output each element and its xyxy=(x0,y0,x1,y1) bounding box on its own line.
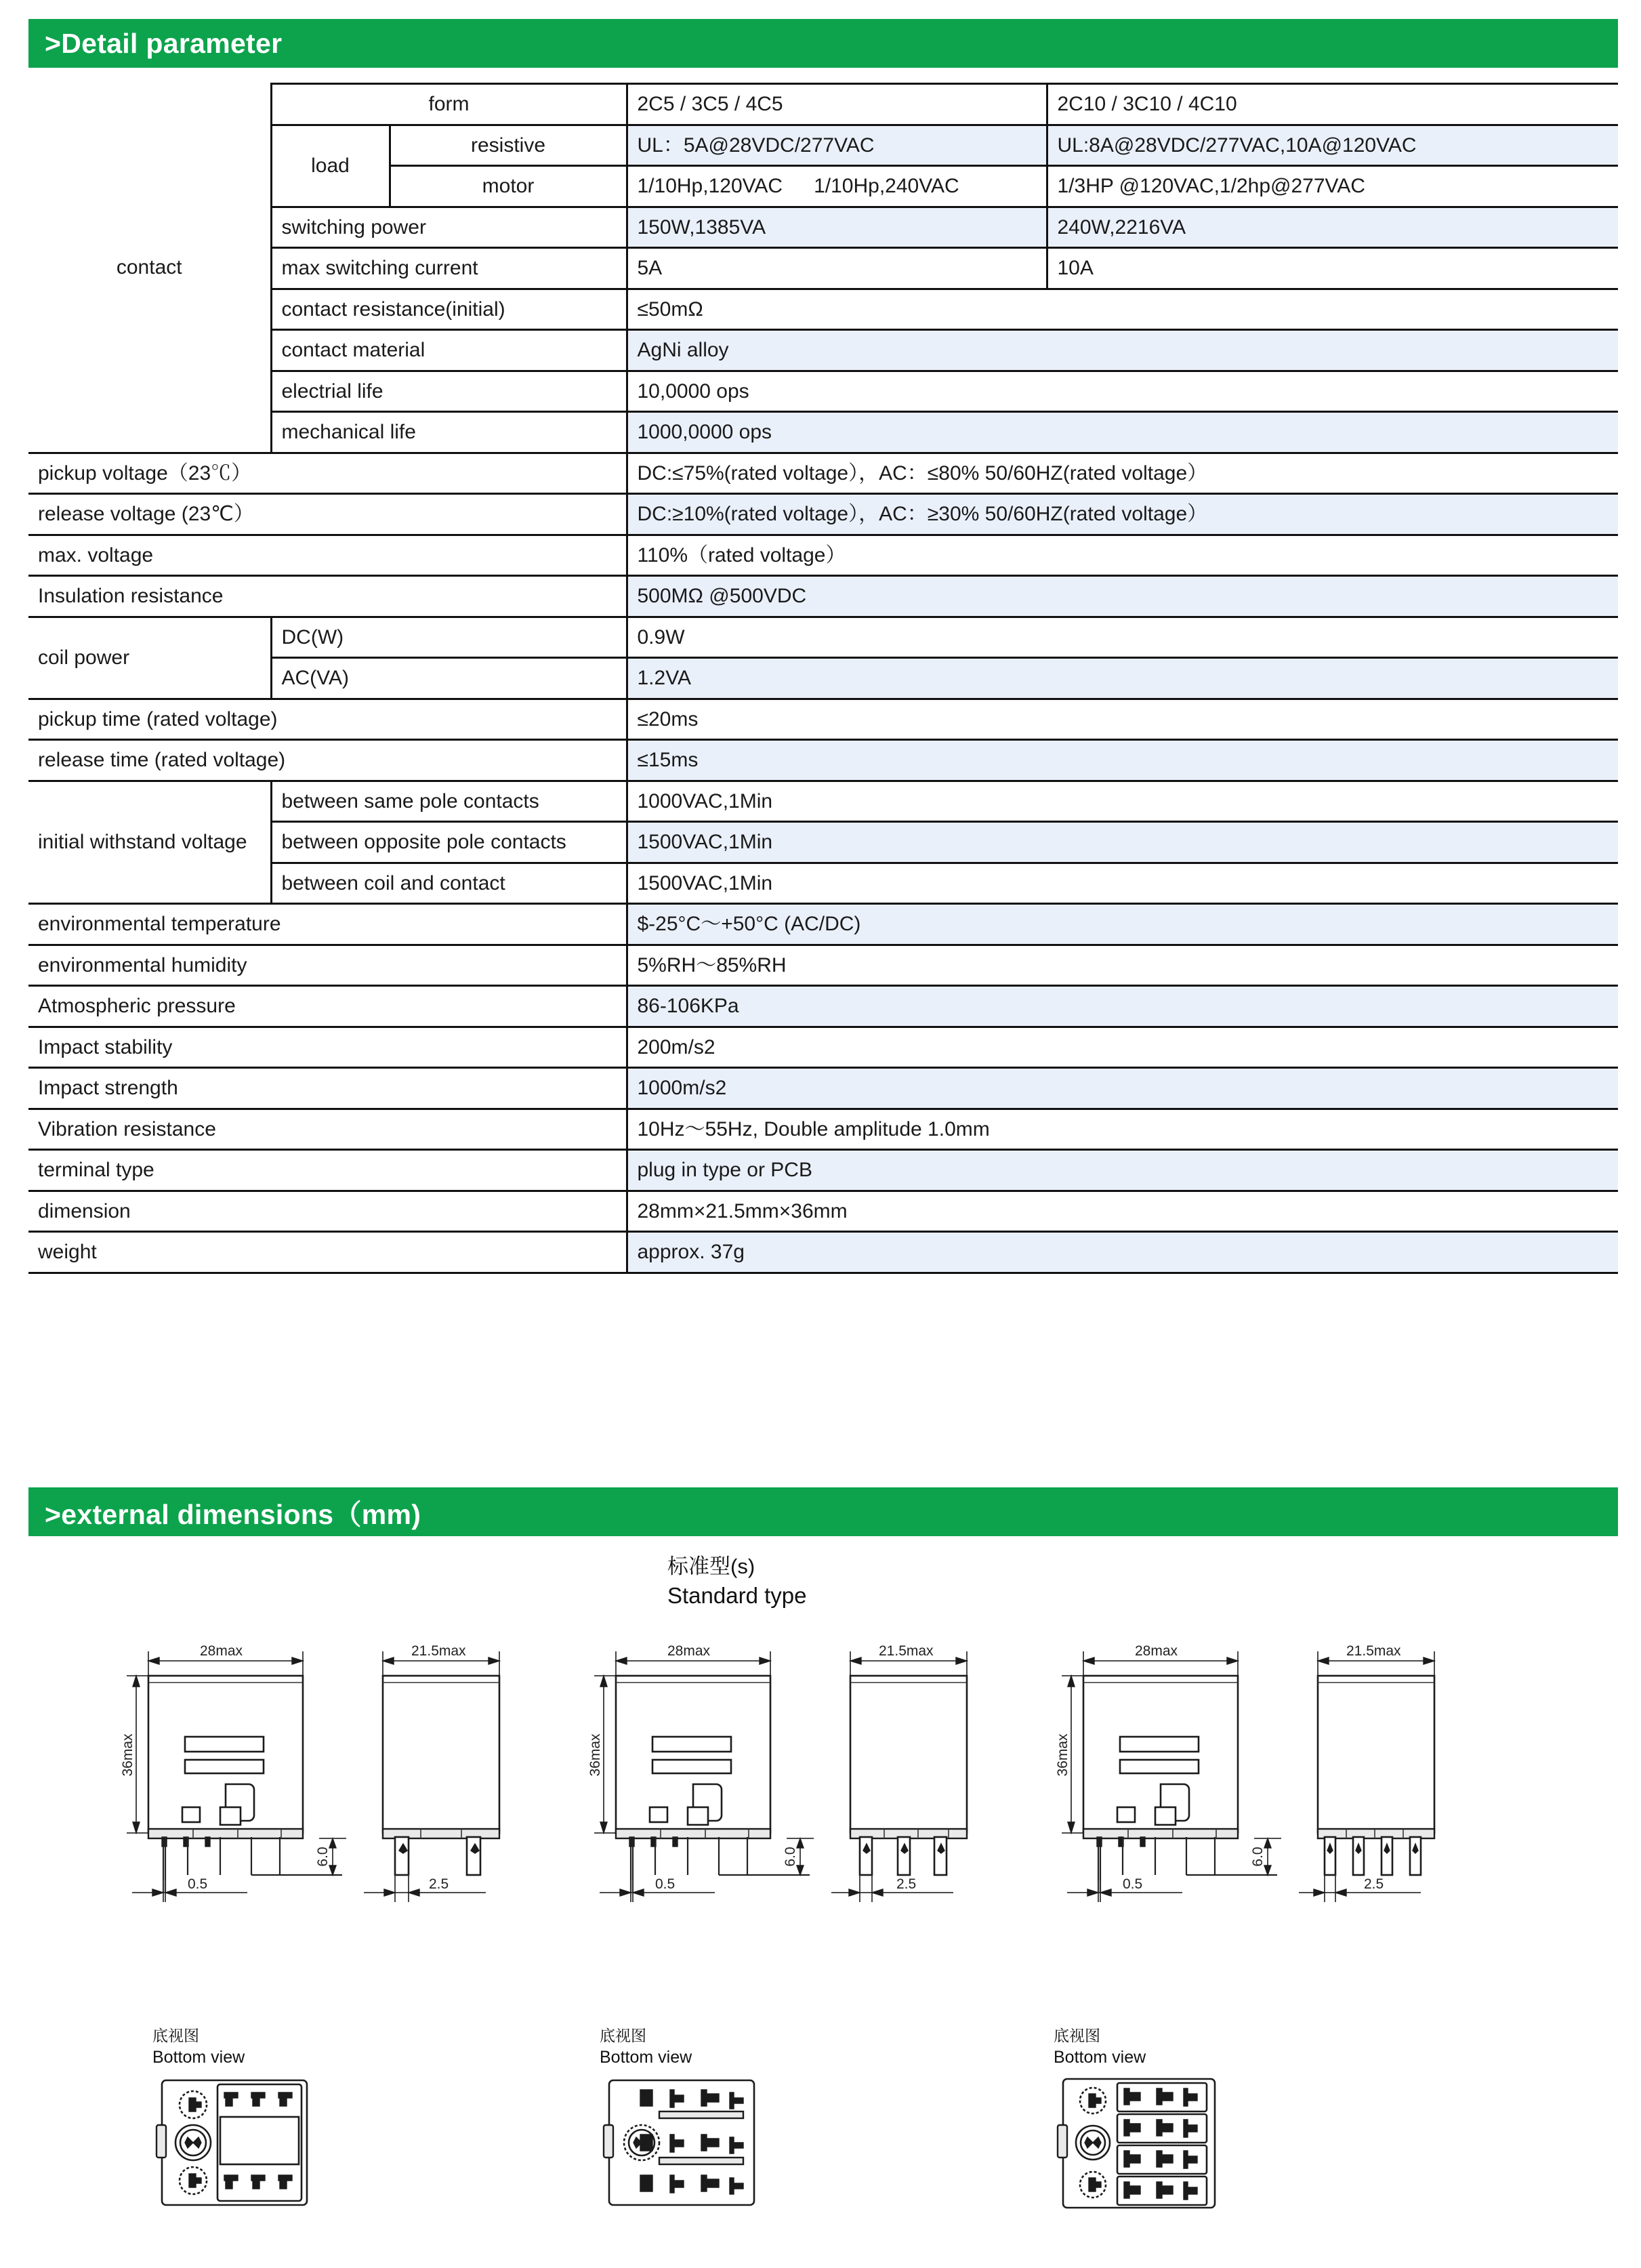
row-value-coil-power-dc: 0.9W xyxy=(627,617,1618,658)
row-value-env-temperature: $-25°C～+50°C (AC/DC) xyxy=(627,904,1618,945)
bottom-view-caption-en-1: Bottom view xyxy=(152,2047,245,2067)
dim-label-height-1: 36max xyxy=(120,1733,136,1777)
table-row xyxy=(28,535,1618,576)
row-value-coil-power-ac: 1.2VA xyxy=(627,658,1618,699)
row-label: motor xyxy=(390,166,627,207)
group-label-load: load xyxy=(271,125,390,207)
bottom-view-caption-1 xyxy=(152,2026,437,2068)
table-row xyxy=(28,617,1618,658)
row-value-max-current-5a: 5A xyxy=(627,248,1047,289)
dim-label-pin-width-3: 2.5 xyxy=(1364,1876,1384,1892)
row-label: mechanical life xyxy=(271,412,627,453)
row-label: between same pole contacts xyxy=(271,781,627,822)
row-label: release voltage (23℃） xyxy=(28,494,627,535)
row-value-motor-10a: 1/3HP @120VAC,1/2hp@277VAC xyxy=(1047,166,1618,207)
row-label: resistive xyxy=(390,125,627,166)
table-row xyxy=(28,1068,1618,1109)
row-value-electrical-life: 10,0000 ops xyxy=(627,371,1618,412)
dim-label-pin-height-2: 6.0 xyxy=(783,1847,798,1867)
row-value-contact-material: AgNi alloy xyxy=(627,330,1618,371)
row-label: pickup voltage（23℃） xyxy=(28,453,627,494)
section-title-detail-parameter: >Detail parameter xyxy=(45,27,283,59)
bottom-view-caption-cn-3: 底视图 xyxy=(1054,2027,1100,2044)
row-label: environmental humidity xyxy=(28,945,627,986)
table-row xyxy=(28,986,1618,1027)
row-label: Insulation resistance xyxy=(28,576,627,617)
group-label-coil-power: coil power xyxy=(28,617,271,699)
row-value-contact-resistance: ≤50mΩ xyxy=(627,289,1618,330)
drawing-group-2-pole xyxy=(112,1636,627,2016)
table-row xyxy=(28,1232,1618,1273)
table-row xyxy=(28,945,1618,986)
row-value-atmospheric-pressure: 86-106KPa xyxy=(627,986,1618,1027)
row-label: weight xyxy=(28,1232,627,1273)
dim-label-pin-width-2: 2.5 xyxy=(896,1876,917,1892)
dim-label-width-3: 28max xyxy=(1135,1643,1178,1659)
bottom-view-caption-cn-2: 底视图 xyxy=(600,2027,646,2044)
row-label: Atmospheric pressure xyxy=(28,986,627,1027)
row-value-terminal-type: plug in type or PCB xyxy=(627,1150,1618,1191)
dim-label-depth-3: 21.5max xyxy=(1346,1643,1401,1659)
table-row xyxy=(28,1109,1618,1150)
row-label: release time (rated voltage) xyxy=(28,740,627,781)
table-row xyxy=(28,1150,1618,1191)
row-label: AC(VA) xyxy=(271,658,627,699)
motor-val-120: 1/10Hp,120VAC xyxy=(637,175,783,197)
bottom-view-caption-cn-1: 底视图 xyxy=(152,2027,199,2044)
dim-label-pin-width-1: 2.5 xyxy=(429,1876,449,1892)
group-label-initial-withstand-voltage: initial withstand voltage xyxy=(28,781,271,904)
drawing-group-4-pole xyxy=(1047,1636,1562,2016)
row-label: contact material xyxy=(271,330,627,371)
row-label: electrial life xyxy=(271,371,627,412)
table-row xyxy=(28,1027,1618,1068)
group-label-contact: contact xyxy=(28,84,271,453)
dim-label-pin-height-3: 6.0 xyxy=(1250,1847,1266,1867)
row-label: pickup time (rated voltage) xyxy=(28,699,627,740)
row-label: dimension xyxy=(28,1191,627,1232)
row-value-release-voltage: DC:≥10%(rated voltage），AC：≥30% 50/60HZ(rated voltage） xyxy=(627,494,1618,535)
row-value-vibration-resistance: 10Hz～55Hz, Double amplitude 1.0mm xyxy=(627,1109,1618,1150)
row-value-resistive-10a: UL:8A@28VDC/277VAC,10A@120VAC xyxy=(1047,125,1618,166)
standard-type-caption-en: Standard type xyxy=(667,1582,807,1608)
row-value-motor-5a xyxy=(627,166,1047,207)
table-row xyxy=(28,699,1618,740)
row-value-impact-strength: 1000m/s2 xyxy=(627,1068,1618,1109)
bottom-view-caption-2 xyxy=(600,2026,884,2068)
row-label: environmental temperature xyxy=(28,904,627,945)
table-row xyxy=(28,1191,1618,1232)
dim-label-pin-thickness-2: 0.5 xyxy=(655,1876,676,1892)
table-row xyxy=(28,84,1618,125)
bottom-view-diagram-2 xyxy=(600,2072,769,2214)
row-label: DC(W) xyxy=(271,617,627,658)
row-value-mechanical-life: 1000,0000 ops xyxy=(627,412,1618,453)
row-value-switching-power-10a: 240W,2216VA xyxy=(1047,207,1618,248)
standard-type-caption xyxy=(667,1553,806,1610)
dim-label-pin-thickness-1: 0.5 xyxy=(188,1876,208,1892)
row-value-2c5: 2C5 / 3C5 / 4C5 xyxy=(627,84,1047,125)
row-value-switching-power-5a: 150W,1385VA xyxy=(627,207,1047,248)
bottom-view-caption-3 xyxy=(1054,2026,1338,2068)
motor-val-240: 1/10Hp,240VAC xyxy=(814,175,959,197)
row-value-resistive-5a: UL：5A@28VDC/277VAC xyxy=(627,125,1047,166)
dim-label-pin-height-1: 6.0 xyxy=(315,1847,331,1867)
dim-label-height-2: 36max xyxy=(587,1733,603,1777)
row-value-impact-stability: 200m/s2 xyxy=(627,1027,1618,1068)
row-label: Impact stability xyxy=(28,1027,627,1068)
row-label: contact resistance(initial) xyxy=(271,289,627,330)
dim-label-height-3: 36max xyxy=(1055,1733,1071,1777)
row-value-weight: approx. 37g xyxy=(627,1232,1618,1273)
dim-label-pin-thickness-3: 0.5 xyxy=(1123,1876,1143,1892)
section-header-external-dimensions xyxy=(28,1487,1618,1536)
row-value-release-time: ≤15ms xyxy=(627,740,1618,781)
table-row xyxy=(28,740,1618,781)
table-row xyxy=(28,453,1618,494)
bottom-view-caption-en-2: Bottom view xyxy=(600,2047,692,2067)
row-value-withstand-coil-contact: 1500VAC,1Min xyxy=(627,863,1618,904)
bottom-view-2-pole xyxy=(152,2026,437,2214)
dim-label-depth-2: 21.5max xyxy=(879,1643,934,1659)
row-value-env-humidity: 5%RH～85%RH xyxy=(627,945,1618,986)
dim-label-width-1: 28max xyxy=(200,1643,243,1659)
row-label: form xyxy=(271,84,627,125)
row-label: switching power xyxy=(271,207,627,248)
section-title-external-dimensions: >external dimensions（mm) xyxy=(45,1498,421,1530)
table-row xyxy=(28,576,1618,617)
row-value-max-voltage: 110%（rated voltage） xyxy=(627,535,1618,576)
table-row xyxy=(28,904,1618,945)
row-label: terminal type xyxy=(28,1150,627,1191)
table-row xyxy=(28,494,1618,535)
row-value-dimension: 28mm×21.5mm×36mm xyxy=(627,1191,1618,1232)
row-label: max switching current xyxy=(271,248,627,289)
dim-label-depth-1: 21.5max xyxy=(411,1643,466,1659)
row-value-pickup-time: ≤20ms xyxy=(627,699,1618,740)
row-label: Impact strength xyxy=(28,1068,627,1109)
row-value-2c10: 2C10 / 3C10 / 4C10 xyxy=(1047,84,1618,125)
dim-label-width-2: 28max xyxy=(667,1643,711,1659)
drawing-group-3-pole xyxy=(579,1636,1094,2016)
row-value-withstand-opposite-pole: 1500VAC,1Min xyxy=(627,822,1618,863)
specification-table xyxy=(28,83,1618,1274)
bottom-view-diagram-3 xyxy=(1054,2072,1230,2218)
row-label: Vibration resistance xyxy=(28,1109,627,1150)
bottom-view-3-pole xyxy=(600,2026,884,2214)
row-value-insulation-resistance: 500MΩ @500VDC xyxy=(627,576,1618,617)
row-value-pickup-voltage: DC:≤75%(rated voltage），AC：≤80% 50/60HZ(rated voltage） xyxy=(627,453,1618,494)
row-label: between coil and contact xyxy=(271,863,627,904)
external-dimensions-drawings xyxy=(0,1552,1641,2268)
bottom-view-4-pole xyxy=(1054,2026,1338,2218)
bottom-view-caption-en-3: Bottom view xyxy=(1054,2047,1146,2067)
row-value-max-current-10a: 10A xyxy=(1047,248,1618,289)
table-row xyxy=(28,781,1618,822)
row-label: between opposite pole contacts xyxy=(271,822,627,863)
standard-type-caption-cn: 标准型(s) xyxy=(667,1554,755,1578)
row-label: max. voltage xyxy=(28,535,627,576)
bottom-view-diagram-1 xyxy=(152,2072,322,2214)
row-value-withstand-same-pole: 1000VAC,1Min xyxy=(627,781,1618,822)
section-header-detail-parameter xyxy=(28,19,1618,68)
